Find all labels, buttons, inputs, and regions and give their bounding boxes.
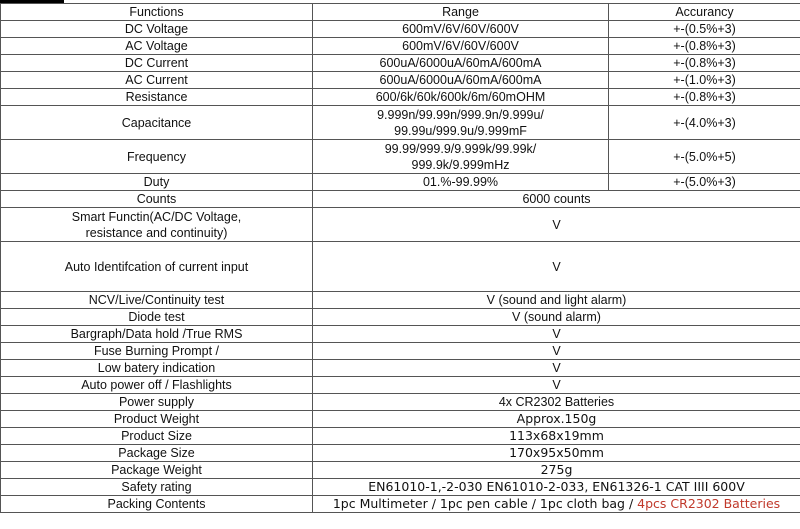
table-row [1,55,800,72]
range-line-1: 9.999n/99.99n/999.9n/9.999u/ [377,107,544,122]
table-row-autoid [1,242,800,292]
accuracy-cell: +-(5.0%+5) [609,140,800,174]
table-row-packing [1,496,800,513]
function-cell: Duty [1,174,313,191]
table-row [1,462,800,479]
accuracy-cell: +-(0.8%+3) [609,38,800,55]
range-cell [313,106,609,140]
value-cell: 6000 counts [313,191,800,208]
table-row-counts [1,191,800,208]
value-cell: V [313,208,800,242]
function-cell: Fuse Burning Prompt / [1,343,313,360]
accuracy-cell: +-(5.0%+3) [609,174,800,191]
function-cell: Power supply [1,394,313,411]
table-row [1,394,800,411]
table-row [1,89,800,106]
value-cell: V [313,326,800,343]
header-functions: Functions [1,4,313,21]
table-row [1,326,800,343]
value-cell: V (sound alarm) [313,309,800,326]
accuracy-cell: +-(4.0%+3) [609,106,800,140]
spec-table [0,3,800,513]
header-accuracy: Accurancy [609,4,800,21]
function-cell: Package Weight [1,462,313,479]
function-cell: Frequency [1,140,313,174]
value-cell: 170x95x50mm [313,445,800,462]
accuracy-cell: +-(1.0%+3) [609,72,800,89]
function-cell [1,208,313,242]
function-line-1: Smart Functin(AC/DC Voltage, [71,209,242,224]
table-row [1,377,800,394]
table-row [1,360,800,377]
value-cell: 4x CR2302 Batteries [313,394,800,411]
function-cell: DC Current [1,55,313,72]
function-cell: Resistance [1,89,313,106]
packing-batteries-highlight: 4pcs CR2302 Batteries [637,496,781,511]
value-cell: 275g [313,462,800,479]
value-cell: EN61010-1,-2-030 EN61010-2-033, EN61326-1 CAT IIII 600V [313,479,800,496]
header-row [1,4,800,21]
function-cell: Low batery indication [1,360,313,377]
accuracy-cell: +-(0.8%+3) [609,55,800,72]
function-cell: Capacitance [1,106,313,140]
range-cell: 01.%-99.99% [313,174,609,191]
table-row [1,21,800,38]
value-cell: V [313,242,800,292]
function-cell: Safety rating [1,479,313,496]
value-cell: V (sound and light alarm) [313,292,800,309]
table-row-smart [1,208,800,242]
accuracy-cell: +-(0.5%+3) [609,21,800,38]
packing-contents-text: 1pc Multimeter / 1pc pen cable / 1pc cloth bag / [332,496,634,511]
table-row [1,38,800,55]
function-cell: AC Voltage [1,38,313,55]
function-line-2: resistance and continuity) [85,225,228,240]
function-cell: Counts [1,191,313,208]
range-line-1: 99.99/999.9/9.999k/99.99k/ [384,141,537,156]
table-row [1,343,800,360]
range-cell [313,140,609,174]
function-cell: Diode test [1,309,313,326]
function-cell: Package Size [1,445,313,462]
table-row [1,309,800,326]
table-row [1,445,800,462]
table-row [1,479,800,496]
range-line-2: 999.9k/9.999mHz [411,157,510,172]
table-row [1,292,800,309]
table-row [1,428,800,445]
value-cell: 113x68x19mm [313,428,800,445]
function-cell: Product Size [1,428,313,445]
function-cell: Auto power off / Flashlights [1,377,313,394]
range-cell: 600uA/6000uA/60mA/600mA [313,72,609,89]
function-cell: NCV/Live/Continuity test [1,292,313,309]
header-range: Range [313,4,609,21]
function-cell: Auto Identifcation of current input [1,242,313,292]
function-cell: DC Voltage [1,21,313,38]
range-cell: 600uA/6000uA/60mA/600mA [313,55,609,72]
range-line-2: 99.99u/999.9u/9.999mF [394,123,527,138]
accuracy-cell: +-(0.8%+3) [609,89,800,106]
value-cell: V [313,343,800,360]
range-cell: 600mV/6V/60V/600V [313,38,609,55]
range-cell: 600/6k/60k/600k/6m/60mOHM [313,89,609,106]
function-cell: Bargraph/Data hold /True RMS [1,326,313,343]
table-row [1,72,800,89]
table-row-frequency [1,140,800,174]
table-row [1,411,800,428]
value-cell: V [313,360,800,377]
value-cell: V [313,377,800,394]
range-cell: 600mV/6V/60V/600V [313,21,609,38]
table-row-duty [1,174,800,191]
table-row-capacitance [1,106,800,140]
function-cell: Packing Contents [1,496,313,513]
function-cell: AC Current [1,72,313,89]
function-cell: Product Weight [1,411,313,428]
value-cell: Approx.150g [313,411,800,428]
value-cell [313,496,800,513]
